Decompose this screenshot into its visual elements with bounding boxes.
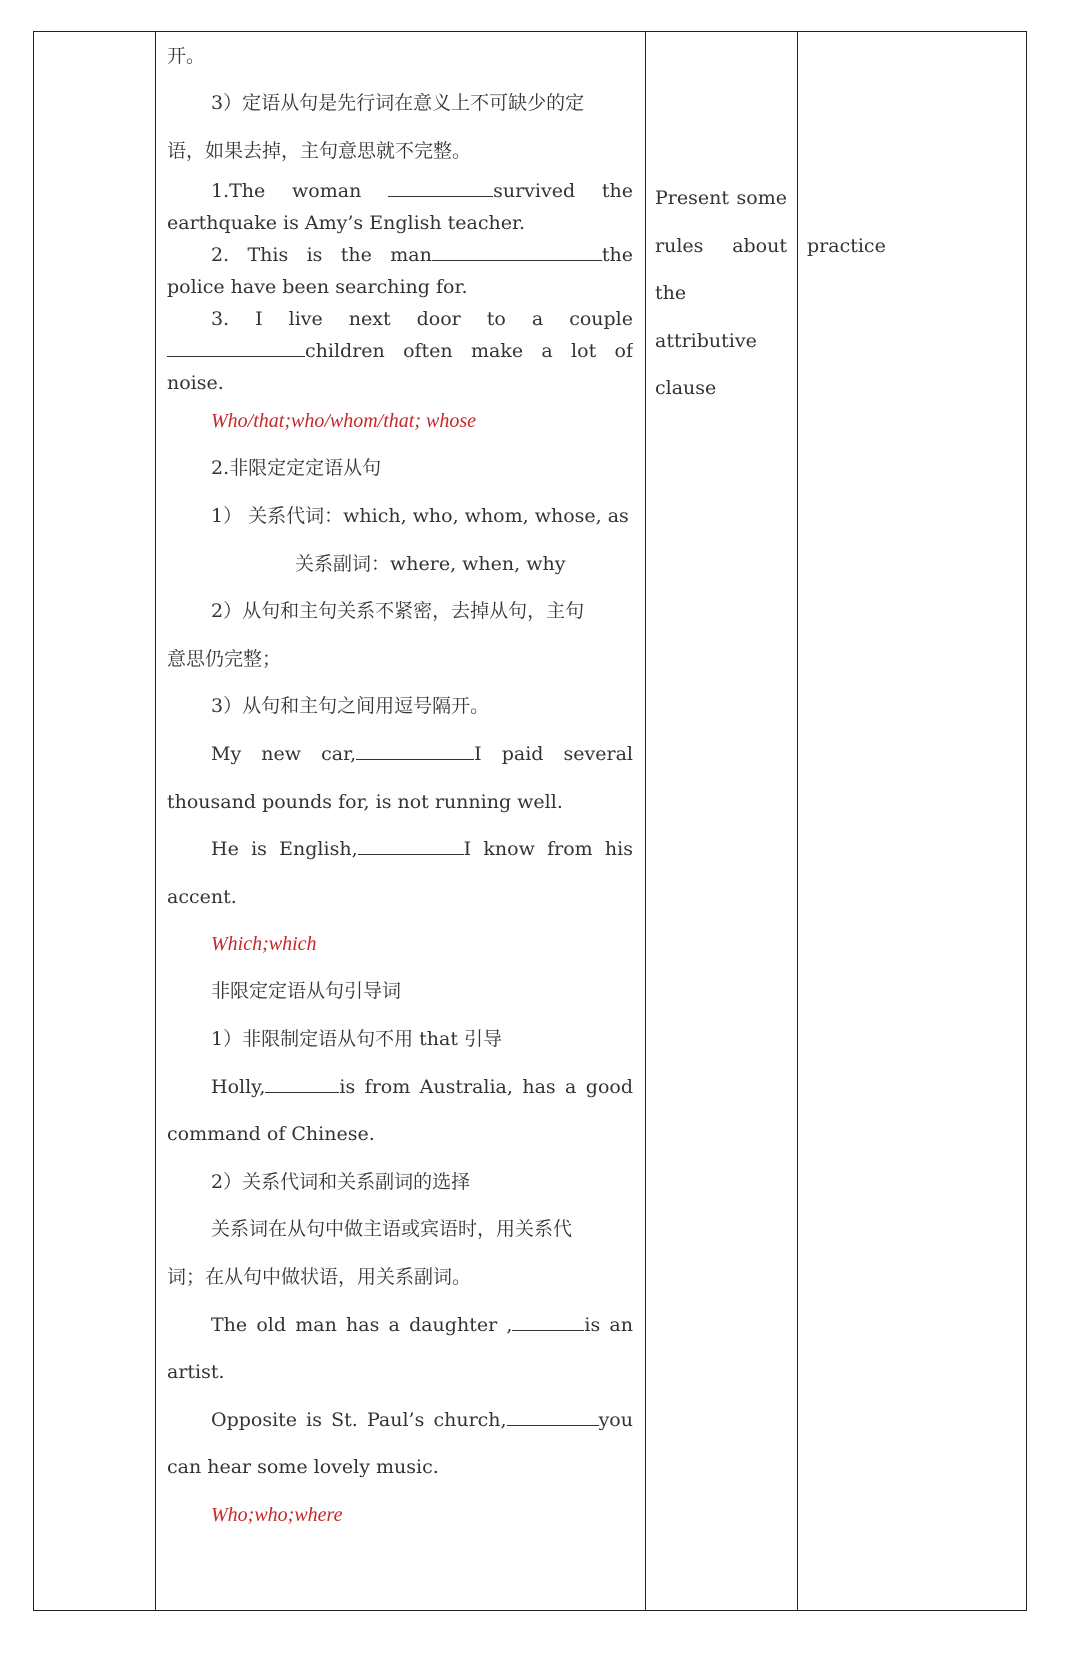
fill-blank (167, 338, 305, 357)
exercise-text: He is English, (211, 838, 358, 860)
exercise-line (167, 741, 633, 767)
activity-label: practice (807, 235, 886, 257)
objective-line: rules about (655, 235, 787, 257)
answer-key: Which;which (211, 933, 317, 955)
section-heading: 2.非限定定定语从句 (211, 457, 382, 479)
exercise-line: police have been searching for. (167, 276, 468, 298)
fill-blank (512, 1312, 584, 1331)
content-line: 意思仍完整； (167, 648, 282, 670)
exercise-line (167, 1074, 633, 1100)
content-line: 关系词在从句中做主语或宾语时，用关系代 (211, 1218, 573, 1240)
fill-blank (265, 1074, 339, 1093)
exercise-text: I paid several (474, 743, 633, 765)
activity-cell (797, 32, 1028, 1610)
exercise-text: is an (584, 1314, 633, 1336)
answer-key: Who/that;who/whom/that; whose (211, 410, 476, 432)
exercise-text: 2. This is the man (211, 244, 432, 266)
exercise-line: 3. I live next door to a couple (211, 308, 633, 330)
fill-blank (356, 741, 474, 760)
section-heading: 非限定定语从句引导词 (211, 980, 402, 1002)
objective-line: the (655, 282, 687, 304)
exercise-line: can hear some lovely music. (167, 1456, 439, 1478)
exercise-text: survived the (493, 180, 633, 202)
exercise-line: earthquake is Amy’s English teacher. (167, 212, 526, 234)
exercise-text: children often make a lot of (305, 340, 633, 362)
content-line: 3）从句和主句之间用逗号隔开。 (211, 695, 490, 717)
exercise-line (167, 1312, 633, 1338)
lesson-table (33, 31, 1027, 1611)
exercise-line (167, 1407, 633, 1433)
exercise-text: 1.The woman (211, 180, 362, 202)
objective-line: Present some (655, 187, 787, 209)
fill-blank (388, 178, 493, 197)
exercise-text: The old man has a daughter , (211, 1314, 513, 1336)
exercise-line: noise. (167, 372, 224, 394)
content-line: 1） 关系代词：which, who, whom, whose, as (211, 505, 629, 527)
teaching-content-cell (155, 32, 645, 1610)
exercise-text: Opposite is St. Paul’s church, (211, 1409, 507, 1431)
empty-first-column (34, 32, 155, 1610)
answer-key: Who;who;where (211, 1504, 343, 1526)
exercise-line (167, 178, 633, 204)
content-line: 语，如果去掉，主句意思就不完整。 (167, 140, 472, 162)
fill-blank (358, 836, 464, 855)
content-line: 开。 (167, 45, 206, 67)
content-line: 1）非限制定语从句不用 that 引导 (211, 1028, 503, 1050)
objective-cell (645, 32, 797, 1610)
exercise-line: thousand pounds for, is not running well. (167, 791, 563, 813)
exercise-line: accent. (167, 886, 237, 908)
content-line: 2）关系代词和关系副词的选择 (211, 1171, 471, 1193)
content-line: 关系副词：where, when, why (295, 553, 566, 575)
objective-line: attributive (655, 330, 757, 352)
exercise-line (167, 242, 633, 268)
content-line: 词；在从句中做状语，用关系副词。 (167, 1266, 472, 1288)
exercise-line (167, 836, 633, 862)
exercise-text: I know from his (463, 838, 633, 860)
content-line: 2）从句和主句关系不紧密，去掉从句，主句 (211, 600, 585, 622)
objective-line: clause (655, 377, 717, 399)
fill-blank (507, 1407, 599, 1426)
exercise-line: artist. (167, 1361, 225, 1383)
exercise-line: command of Chinese. (167, 1123, 375, 1145)
exercise-text: My new car, (211, 743, 357, 765)
exercise-text: you (598, 1409, 633, 1431)
fill-blank (432, 242, 602, 261)
content-line: 3）定语从句是先行词在意义上不可缺少的定 (211, 92, 585, 114)
exercise-text: Holly, (211, 1076, 266, 1098)
exercise-text: the (601, 244, 633, 266)
exercise-text: is from Australia, has a good (339, 1076, 633, 1098)
exercise-line (167, 338, 633, 364)
